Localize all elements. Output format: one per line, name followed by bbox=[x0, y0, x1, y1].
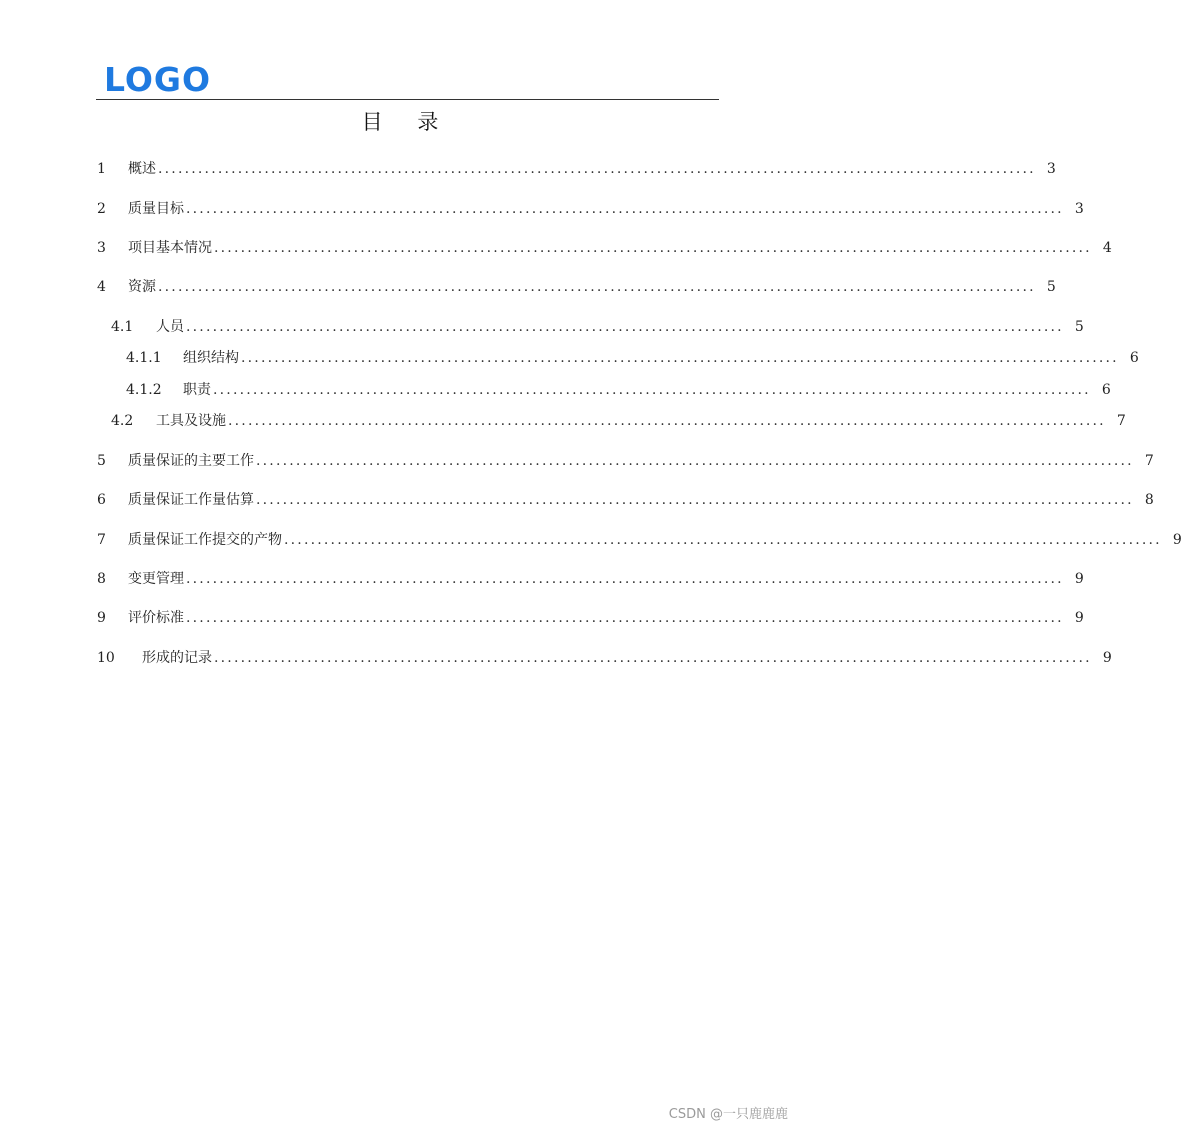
toc-entry-4-2[interactable] bbox=[111, 408, 1126, 430]
toc-dot-leader: .................................................................................................................................... bbox=[158, 279, 1036, 295]
toc-dot-leader: .................................................................................................................................... bbox=[214, 650, 1092, 666]
toc-entry-page: 9 bbox=[1172, 532, 1182, 548]
toc-entry-label: 人员 bbox=[156, 319, 184, 335]
toc-dot-leader: .................................................................................................................................... bbox=[214, 240, 1092, 256]
toc-entry-4-1-1[interactable] bbox=[126, 345, 1139, 367]
toc-entry-number: 10 bbox=[97, 650, 115, 666]
toc-dot-leader: .................................................................................................................................... bbox=[186, 571, 1064, 587]
toc-entry-label: 资源 bbox=[128, 279, 156, 295]
toc-entry-number: 2 bbox=[97, 201, 106, 217]
toc-entry-page: 3 bbox=[1046, 161, 1056, 177]
toc-dot-leader: .................................................................................................................................... bbox=[241, 350, 1119, 366]
toc-dot-leader: .................................................................................................................................... bbox=[213, 382, 1091, 398]
toc-entry-number: 8 bbox=[97, 571, 106, 587]
toc-entry-number: 4 bbox=[97, 279, 106, 295]
toc-entry-3[interactable] bbox=[97, 235, 1112, 257]
toc-entry-number: 3 bbox=[97, 240, 106, 256]
toc-entry-5[interactable] bbox=[97, 448, 1154, 470]
toc-dot-leader: .................................................................................................................................... bbox=[256, 453, 1134, 469]
toc-entry-page: 7 bbox=[1116, 413, 1126, 429]
toc-dot-leader: .................................................................................................................................... bbox=[186, 610, 1064, 626]
toc-entry-label: 评价标准 bbox=[128, 610, 184, 626]
toc-entry-number: 4.1.1 bbox=[126, 350, 162, 366]
toc-entry-label: 概述 bbox=[128, 161, 156, 177]
toc-entry-label: 项目基本情况 bbox=[128, 240, 212, 256]
company-logo: LOGO bbox=[104, 60, 212, 99]
toc-entry-page: 6 bbox=[1129, 350, 1139, 366]
toc-entry-page: 5 bbox=[1046, 279, 1056, 295]
toc-dot-leader: .................................................................................................................................... bbox=[186, 319, 1064, 335]
header-divider bbox=[96, 99, 719, 100]
toc-dot-leader: .................................................................................................................................... bbox=[256, 492, 1134, 508]
csdn-watermark: CSDN @一只鹿鹿鹿 bbox=[668, 1107, 788, 1122]
toc-entry-7[interactable] bbox=[97, 527, 1182, 549]
toc-entry-page: 9 bbox=[1074, 571, 1084, 587]
toc-entry-page: 4 bbox=[1102, 240, 1112, 256]
toc-entry-10[interactable] bbox=[97, 645, 1112, 667]
toc-entry-9[interactable] bbox=[97, 605, 1084, 627]
toc-entry-number: 6 bbox=[97, 492, 106, 508]
toc-dot-leader: .................................................................................................................................... bbox=[158, 161, 1036, 177]
toc-entry-label: 形成的记录 bbox=[142, 650, 212, 666]
toc-entry-4-1[interactable] bbox=[111, 314, 1084, 336]
toc-title: 目 录 bbox=[361, 110, 453, 134]
toc-dot-leader: .................................................................................................................................... bbox=[284, 532, 1162, 548]
toc-entry-page: 5 bbox=[1074, 319, 1084, 335]
toc-dot-leader: .................................................................................................................................... bbox=[186, 201, 1064, 217]
toc-entry-label: 质量目标 bbox=[128, 201, 184, 217]
toc-dot-leader: .................................................................................................................................... bbox=[228, 413, 1106, 429]
toc-entry-1[interactable] bbox=[97, 156, 1056, 178]
toc-entry-label: 变更管理 bbox=[128, 571, 184, 587]
toc-entry-number: 4.2 bbox=[111, 413, 134, 429]
toc-entry-page: 3 bbox=[1074, 201, 1084, 217]
toc-entry-number: 7 bbox=[97, 532, 106, 548]
toc-entry-number: 5 bbox=[97, 453, 106, 469]
toc-entry-number: 4.1 bbox=[111, 319, 134, 335]
toc-entry-2[interactable] bbox=[97, 196, 1084, 218]
toc-entry-6[interactable] bbox=[97, 487, 1154, 509]
toc-entry-label: 工具及设施 bbox=[156, 413, 226, 429]
toc-entry-4[interactable] bbox=[97, 274, 1056, 296]
toc-entry-page: 7 bbox=[1144, 453, 1154, 469]
toc-entry-label: 职责 bbox=[183, 382, 211, 398]
toc-entry-4-1-2[interactable] bbox=[126, 377, 1111, 399]
toc-entry-label: 质量保证工作提交的产物 bbox=[128, 532, 282, 548]
toc-entry-page: 9 bbox=[1102, 650, 1112, 666]
toc-entry-number: 1 bbox=[97, 161, 106, 177]
toc-entry-label: 质量保证的主要工作 bbox=[128, 453, 254, 469]
toc-entry-page: 6 bbox=[1101, 382, 1111, 398]
toc-entry-label: 组织结构 bbox=[183, 350, 239, 366]
toc-entry-8[interactable] bbox=[97, 566, 1084, 588]
toc-entry-number: 9 bbox=[97, 610, 106, 626]
toc-entry-number: 4.1.2 bbox=[126, 382, 162, 398]
toc-entry-page: 8 bbox=[1144, 492, 1154, 508]
toc-entry-label: 质量保证工作量估算 bbox=[128, 492, 254, 508]
toc-entry-page: 9 bbox=[1074, 610, 1084, 626]
